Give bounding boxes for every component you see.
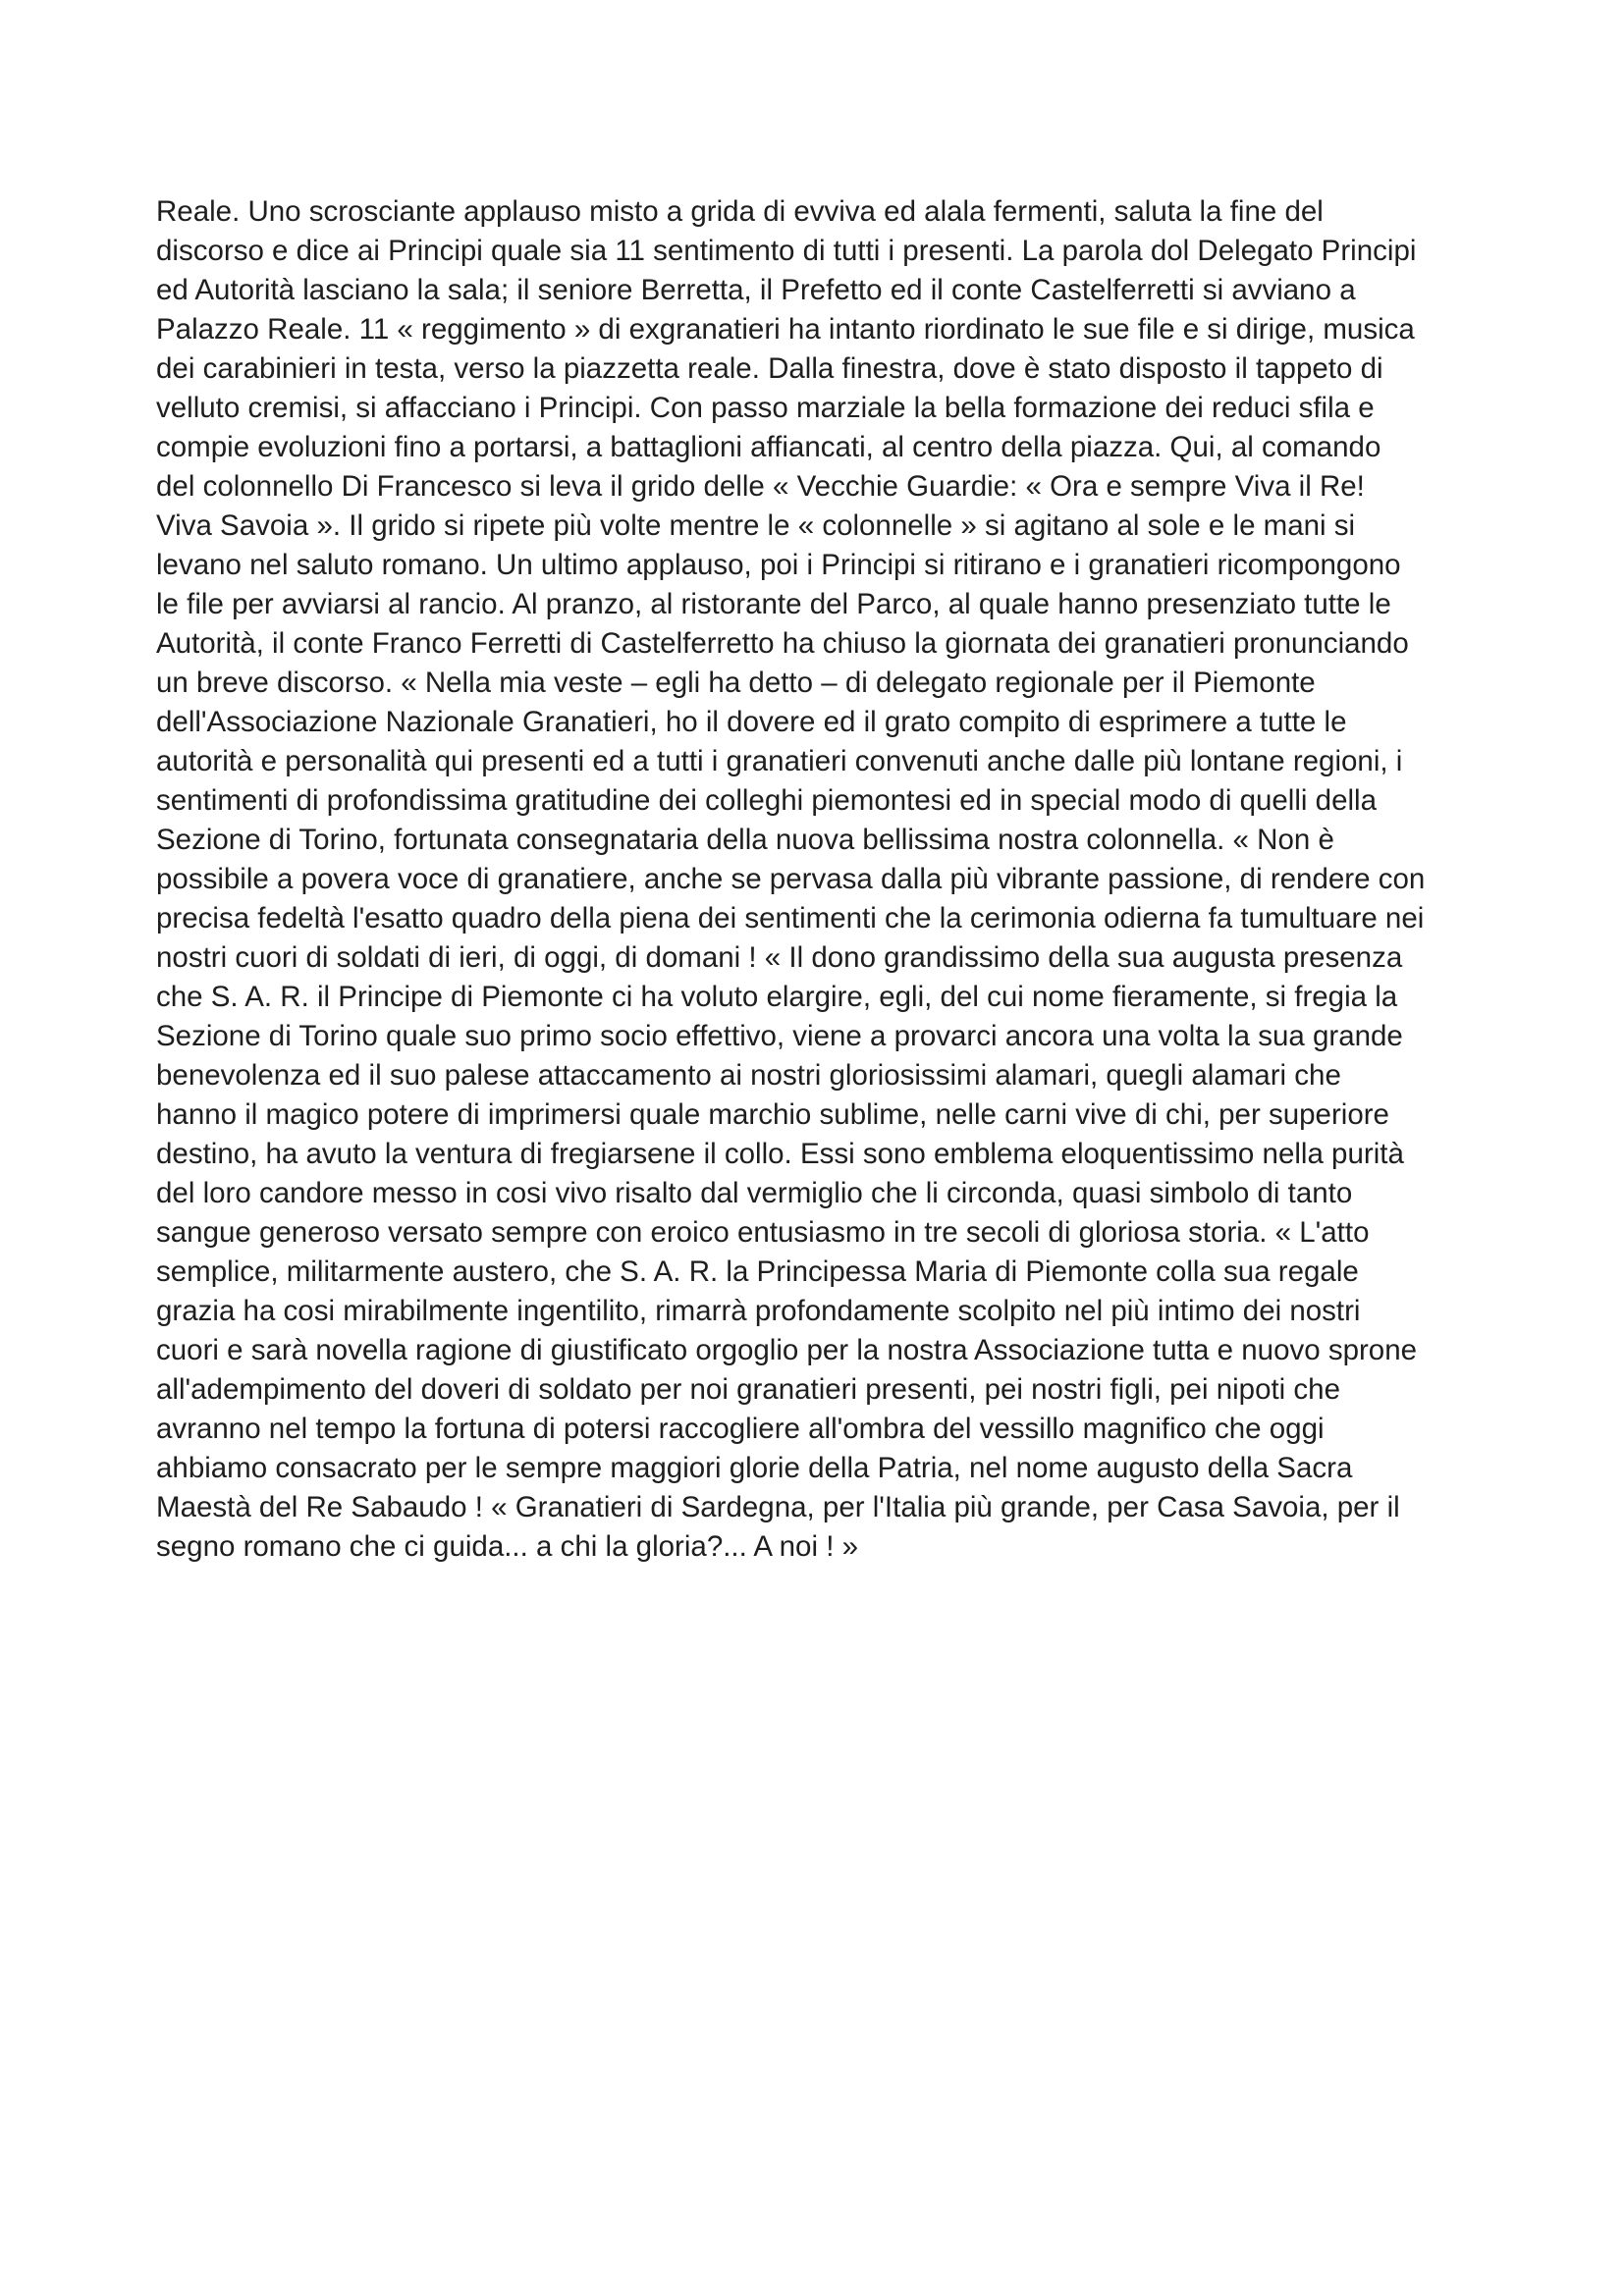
text-line: ed Autorità lasciano la sala; il seniore Berretta, il Prefetto ed il conte Castelferretti si avviano a [156,274,1356,306]
text-line: del colonnello Di Francesco si leva il grido delle « Vecchie Guardie: « Ora e sempre Viva il Re! [156,470,1365,503]
text-line: autorità e personalità qui presenti ed a tutti i granatieri convenuti anche dalle più lontane regioni, i [156,745,1403,777]
text-line: destino, ha avuto la ventura di fregiarsene il collo. Essi sono emblema eloquentissimo nella purità [156,1138,1404,1170]
text-line: nostri cuori di soldati di ieri, di oggi, di domani ! « Il dono grandissimo della sua augusta presenza [156,941,1403,974]
text-line: possibile a povera voce di granatiere, anche se pervasa dalla più vibrante passione, di rendere con [156,863,1426,895]
text-line: discorso e dice ai Principi quale sia 11 sentimento di tutti i presenti. La parola dol Delegato Principi [156,235,1417,267]
text-line: le file per avviarsi al rancio. Al pranzo, al ristorante del Parco, al quale hanno presenziato tutte le [156,588,1391,620]
text-line: del loro candore messo in cosi vivo risalto dal vermiglio che li circonda, quasi simbolo di tanto [156,1177,1353,1209]
text-line: cuori e sarà novella ragione di giustificato orgoglio per la nostra Associazione tutta e nuovo sprone [156,1334,1418,1366]
text-line: Viva Savoia ». Il grido si ripete più volte mentre le « colonnelle » si agitano al sole e le mani si [156,509,1356,542]
text-line: un breve discorso. « Nella mia veste – egli ha detto – di delegato regionale per il Piemonte [156,667,1316,699]
body-paragraph [156,192,1491,1567]
text-line: hanno il magico potere di imprimersi quale marchio sublime, nelle carni vive di chi, per superiore [156,1098,1389,1131]
text-line: Sezione di Torino, fortunata consegnataria della nuova bellissima nostra colonnella. « Non è [156,824,1334,856]
text-line: che S. A. R. il Principe di Piemonte ci ha voluto elargire, egli, del cui nome fieramente, si fregia la [156,981,1398,1013]
text-line: segno romano che ci guida... a chi la gloria?... A noi ! » [156,1530,859,1563]
text-line: avranno nel tempo la fortuna di potersi raccogliere all'ombra del vessillo magnifico che oggi [156,1413,1325,1445]
text-line: Palazzo Reale. 11 « reggimento » di exgranatieri ha intanto riordinato le sue file e si dirige, musica [156,313,1415,346]
text-line: semplice, militarmente austero, che S. A. R. la Principessa Maria di Piemonte colla sua regale [156,1255,1359,1288]
text-line: ahbiamo consacrato per le sempre maggiori glorie della Patria, nel nome augusto della Sacra [156,1452,1353,1484]
text-line: Sezione di Torino quale suo primo socio effettivo, viene a provarci ancora una volta la sua grande [156,1020,1403,1052]
text-line: all'adempimento del doveri di soldato per noi granatieri presenti, pei nostri figli, pei nipoti che [156,1373,1340,1406]
text-line: Reale. Uno scrosciante applauso misto a grida di evviva ed alala fermenti, saluta la fine del [156,195,1324,228]
text-line: Maestà del Re Sabaudo ! « Granatieri di Sardegna, per l'Italia più grande, per Casa Savoia, per il [156,1491,1400,1523]
text-line: dei carabinieri in testa, verso la piazzetta reale. Dalla finestra, dove è stato disposto il tappeto di [156,352,1383,385]
text-line: dell'Associazione Nazionale Granatieri, ho il dovere ed il grato compito di esprimere a tutte le [156,706,1347,738]
text-line: precisa fedeltà l'esatto quadro della piena dei sentimenti che la cerimonia odierna fa tumultuare nei [156,902,1425,934]
text-line: benevolenza ed il suo palese attaccamento ai nostri gloriosissimi alamari, quegli alamari che [156,1059,1341,1092]
text-line: sentimenti di profondissima gratitudine dei colleghi piemontesi ed in special modo di quelli della [156,784,1377,817]
text-line: velluto cremisi, si affacciano i Principi. Con passo marziale la bella formazione dei reduci sfila e [156,392,1375,424]
text-line: levano nel saluto romano. Un ultimo applauso, poi i Principi si ritirano e i granatieri ricompongono [156,549,1401,581]
text-line: compie evoluzioni fino a portarsi, a battaglioni affiancati, al centro della piazza. Qui, al comando [156,431,1381,463]
text-line: grazia ha cosi mirabilmente ingentilito, rimarrà profondamente scolpito nel più intimo dei nostri [156,1295,1361,1327]
text-line: Autorità, il conte Franco Ferretti di Castelferretto ha chiuso la giornata dei granatieri pronunciando [156,627,1409,660]
text-line: sangue generoso versato sempre con eroico entusiasmo in tre secoli di gloriosa storia. « L'atto [156,1216,1370,1249]
